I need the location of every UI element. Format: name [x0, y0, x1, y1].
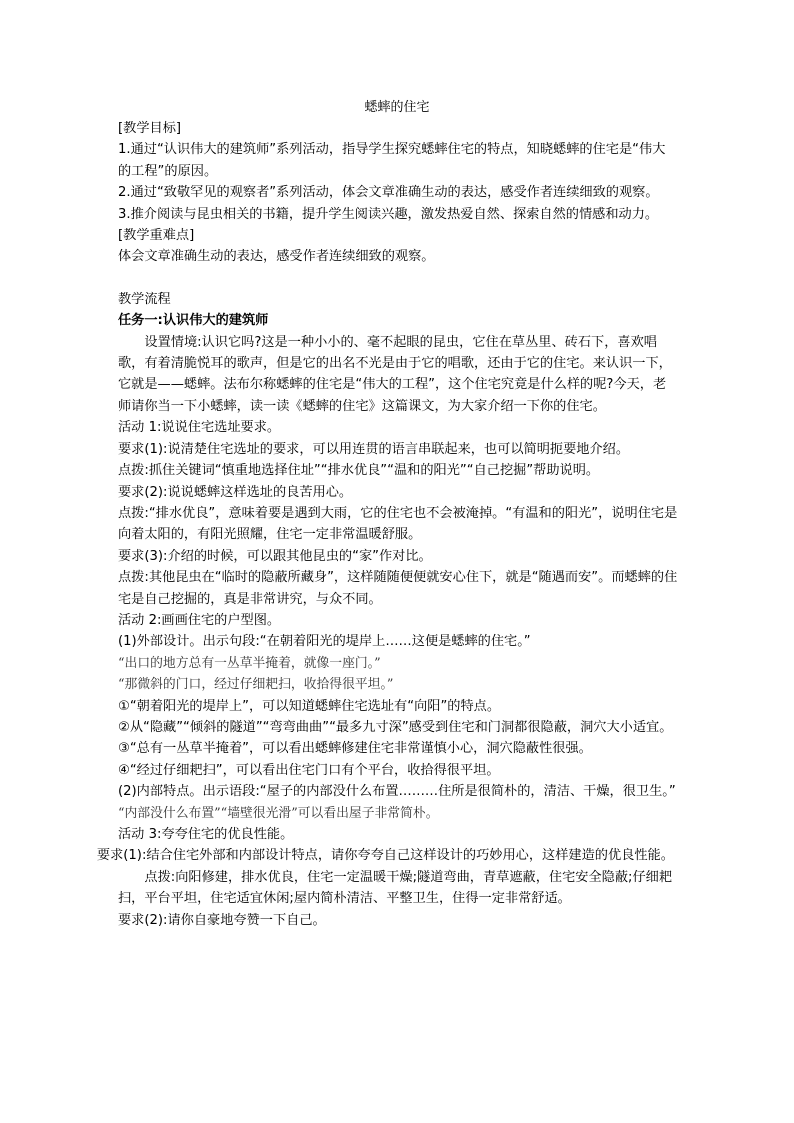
paragraph: 活动 1:说说住宅选址要求。: [118, 420, 281, 436]
paragraph: 活动 3:夸夸住宅的优良性能。: [118, 827, 294, 842]
paragraph: ①“朝着阳光的堤岸上”，可以知道蟋蟀住宅选址有“向阳”的特点。: [118, 698, 501, 714]
paragraph: 活动 2:画画住宅的户型图。: [118, 612, 281, 628]
paragraph: 任务一:认识伟大的建筑师: [118, 313, 269, 329]
paragraph: 点拨:向阳修建，排水优良，住宅一定温暖干燥;隧道弯曲，青草遮蔽，住宅安全隐蔽;仔细耙扫，平台平坦，住宅适宜休闲;屋内简朴清洁、平整卫生，住得一定非常舒适。: [118, 869, 673, 907]
paragraph: 要求(2):请你自豪地夸赞一下自己。: [118, 912, 326, 928]
paragraph: [教学重难点]: [118, 228, 195, 244]
paragraph: 3.推介阅读与昆虫相关的书籍，提升学生阅读兴趣，激发热爱自然、探索自然的情感和动力。: [118, 206, 659, 222]
paragraph: 要求(1):结合住宅外部和内部设计特点，请你夸夸自己这样设计的巧妙用心，这样建造的优良性能。: [96, 848, 674, 864]
paragraph: (1)外部设计。出示句段:“在朝着阳光的堤岸上……这便是蟋蟀的住宅。”: [118, 634, 531, 650]
paragraph: ③“总有一丛草半掩着”，可以看出蟋蟀修建住宅非常谨慎小心，洞穴隐蔽性很强。: [118, 741, 592, 757]
blank-line: [118, 268, 678, 289]
document-title: 蟋蟀的住宅: [364, 100, 430, 115]
paragraph: 点拨:其他昆虫在“临时的隐蔽所藏身”，这样随随便便就安心住下，就是“随遇而安”。而蟋蟀的住宅是自己挖掘的，真是非常讲究，与众不同。: [118, 570, 678, 607]
paragraph: 1.通过“认识伟大的建筑师”系列活动，指导学生探究蟋蟀住宅的特点，知晓蟋蟀的住宅是“伟大的工程”的原因。: [118, 142, 666, 179]
paragraph: “那微斜的门口，经过仔细耙扫，收拾得很平坦。”: [118, 677, 394, 693]
paragraph: [教学目标]: [118, 121, 182, 136]
paragraph: “内部没什么布置”“墙壁很光滑”可以看出屋子非常简朴。: [118, 805, 439, 821]
paragraph: 点拨:“排水优良”，意味着要是遇到大雨，它的住宅也不会被淹掉。“有温和的阳光”，说明住宅是向着太阳的，有阳光照耀，住宅一定非常温暖舒服。: [118, 505, 678, 543]
paragraph: 体会文章准确生动的表达，感受作者连续细致的观察。: [118, 249, 435, 265]
paragraph: 2.通过“致敬罕见的观察者”系列活动，体会文章准确生动的表达，感受作者连续细致的观察。: [118, 185, 659, 201]
document-body: [96, 118, 678, 931]
paragraph: 要求(2):说说蟋蟀这样选址的良苦用心。: [118, 484, 353, 500]
paragraph: ②从“隐藏”“倾斜的隧道”“弯弯曲曲”“最多九寸深”感受到住宅和门洞都很隐蔽，洞穴大小适宜。: [118, 719, 673, 735]
paragraph: 点拨:抓住关键词“慎重地选择住址”“排水优良”“温和的阳光”“自己挖掘”帮助说明。: [118, 463, 600, 479]
paragraph: “出口的地方总有一丛草半掩着，就像一座门。”: [118, 655, 381, 671]
paragraph: ④“经过仔细耙扫”，可以看出住宅门口有个平台，收拾得很平坦。: [118, 762, 500, 778]
paragraph: (2)内部特点。出示语段:“屋子的内部没什么布置………住所是很简朴的，清洁、干燥，很卫生。”: [118, 784, 676, 800]
paragraph: 要求(3):介绍的时候，可以跟其他昆虫的“家”作对比。: [118, 548, 432, 564]
paragraph: 要求(1):说清楚住宅选址的要求，可以用连贯的语言串联起来，也可以简明扼要地介绍。: [118, 441, 630, 457]
paragraph: 教学流程: [118, 291, 171, 307]
paragraph: 设置情境:认识它吗?这是一种小小的、毫不起眼的昆虫，它住在草丛里、砖石下，喜欢唱歌，有着清脆悦耳的歌声，但是它的出名不光是由于它的唱歌，还由于它的住宅。来认识一下，它就是——蟋蟀。法布尔称蟋蟀的住宅是“伟大的工程”，这个住宅究竟是什么样的呢?今天，老师请你当一下小蟋蟀，读一读《蟋蟀的住宅》这篇课文，为大家介绍一下你的住宅。: [118, 334, 672, 414]
